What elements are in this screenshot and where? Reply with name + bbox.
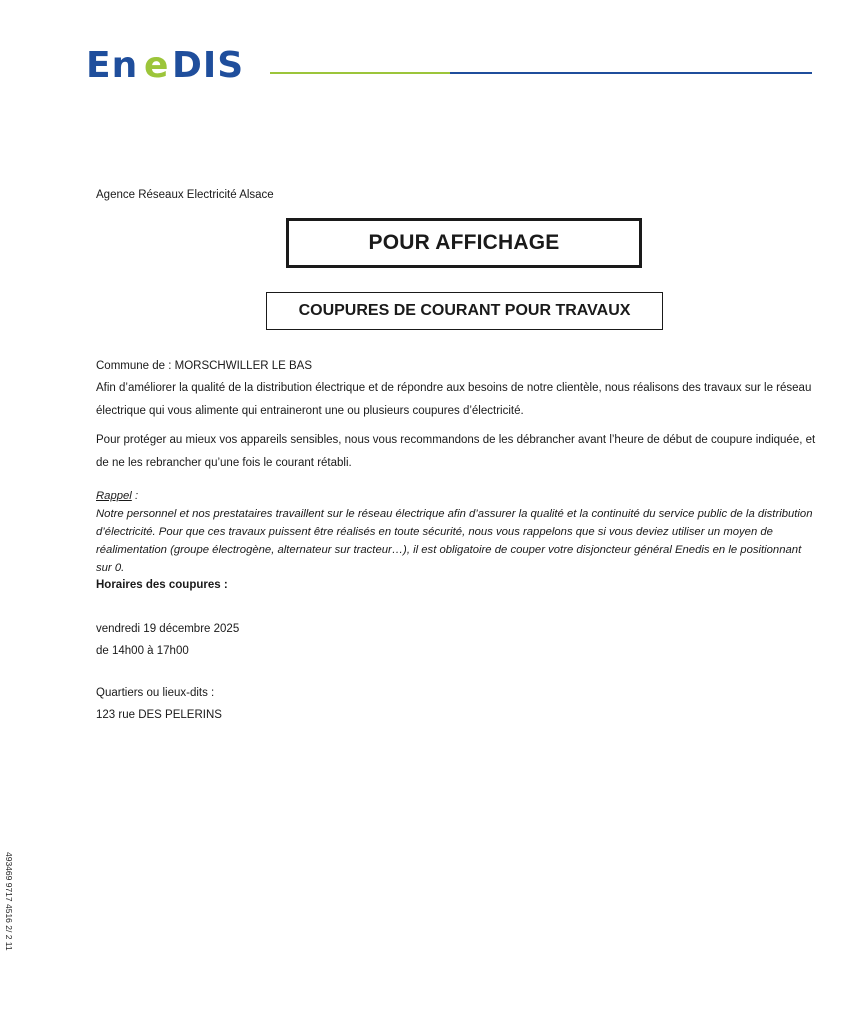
coupure-date: vendredi 19 décembre 2025 <box>96 623 240 635</box>
svg-text:DIS: DIS <box>172 45 245 84</box>
quartiers-label: Quartiers ou lieux-dits : <box>96 687 215 699</box>
coupure-heures: de 14h00 à 17h00 <box>96 645 189 657</box>
title-box: POUR AFFICHAGE <box>286 218 642 268</box>
header-rule <box>270 72 812 74</box>
quartiers-value: 123 rue DES PELERINS <box>96 709 222 721</box>
rappel-heading <box>96 487 816 505</box>
paragraph-protection: Pour protéger au mieux vos appareils sensibles, nous vous recommandons de les débrancher avant l’heure de début de coupure indiquée, et de ne les rebrancher qu’une fois le courant rétabli. <box>96 434 816 469</box>
paragraph-intro: Afin d’améliorer la qualité de la distribution électrique et de répondre aux besoins de notre clientèle, nous réalisons des travaux sur le réseau électrique qui vous alimente qui entraineront une ou plusieurs coupures d’électricité. <box>96 382 812 417</box>
svg-text:En: En <box>86 45 139 84</box>
rappel-text: Notre personnel et nos prestataires travaillent sur le réseau électrique afin d’assurer la qualité et la continuité du service public de la distribution d’électricité. Pour que ces travaux puissent être réalisés en toute sécurité, nous vous rappelons que si vous deviez utiliser un moyen de réalimentation (groupe électrogène, alternateur sur tracteur…), il est obligatoire de couper votre disjoncteur général Enedis en le positionnant sur 0. <box>96 508 813 574</box>
svg-text:e: e <box>144 45 169 84</box>
rappel-title: Rappel <box>96 490 132 502</box>
enedis-logo <box>86 44 258 84</box>
rappel-block <box>96 487 816 577</box>
agence-name: Agence Réseaux Electricité Alsace <box>96 189 274 201</box>
horaires-label: Horaires des coupures : <box>96 579 228 591</box>
subtitle-box: COUPURES DE COURANT POUR TRAVAUX <box>266 292 663 330</box>
commune: Commune de : MORSCHWILLER LE BAS <box>96 360 313 372</box>
side-reference: 493469 9717 4516 2/ 2 11 <box>4 852 14 951</box>
rappel-title-suffix: : <box>131 490 139 502</box>
